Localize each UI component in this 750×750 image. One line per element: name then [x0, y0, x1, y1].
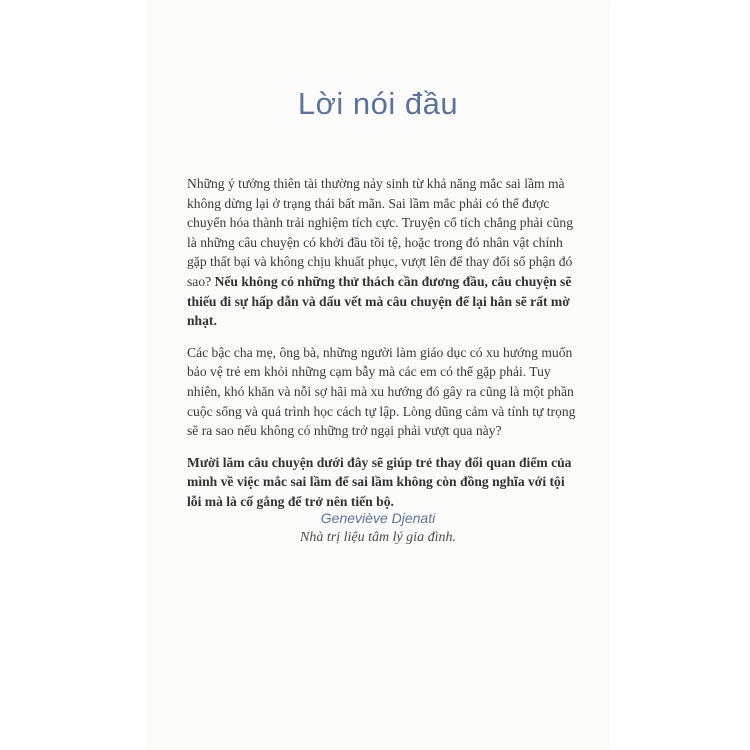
author-name: Geneviève Djenati — [320, 510, 436, 526]
paragraph-2: Các bậc cha mẹ, ông bà, những người làm giáo dục có xu hướng muốn bảo vệ trẻ em khỏi những cạm bẫy mà các em có thể gặp phải. Tuy nhiên, khó khăn và nỗi sợ hãi mà xu hướng đó gây ra cũng là một phần cuộc sống và quá trình học cách tự lập. Lòng dũng cảm và tính tự trọng sẽ ra sao nếu không có những trở ngại phải vượt qua này? — [187, 344, 576, 439]
paragraph-1-text: Những ý tưởng thiên tài thường nảy sinh từ khả năng mắc sai lầm mà không dừng lại ở trạng thái bất mãn. Sai lầm mắc phải có thể được chuyển hóa thành trải nghiệm tích cực. Truyện cổ tích chẳng phải cũng là những câu chuyện có khởi đầu tồi tệ, hoặc trong đó nhân vật chính gặp thất bại và không chịu khuất phục, vượt lên để thay đổi số phận đó sao? — [187, 176, 574, 289]
book-page — [147, 0, 609, 750]
author-role: Nhà trị liệu tâm lý gia đình. — [300, 530, 456, 545]
page-title: Lời nói đầu — [297, 86, 459, 121]
signature-block — [147, 510, 609, 546]
paragraph-1 — [187, 174, 582, 331]
paragraph-1-bold-text: Nếu không có những thử thách cần đương đầu, câu chuyện sẽ thiếu đi sự hấp dẫn và dấu vết mà câu chuyện để lại hẳn sẽ rất mờ nhạt. — [187, 273, 572, 329]
preface-body — [187, 174, 582, 524]
paragraph-3: Mười lăm câu chuyện dưới đây sẽ giúp trẻ thay đổi quan điểm của mình về việc mắc sai lầm để sai lầm không còn đồng nghĩa với tội lỗi mà là cố gắng để trở nên tiến bộ. — [187, 454, 572, 509]
